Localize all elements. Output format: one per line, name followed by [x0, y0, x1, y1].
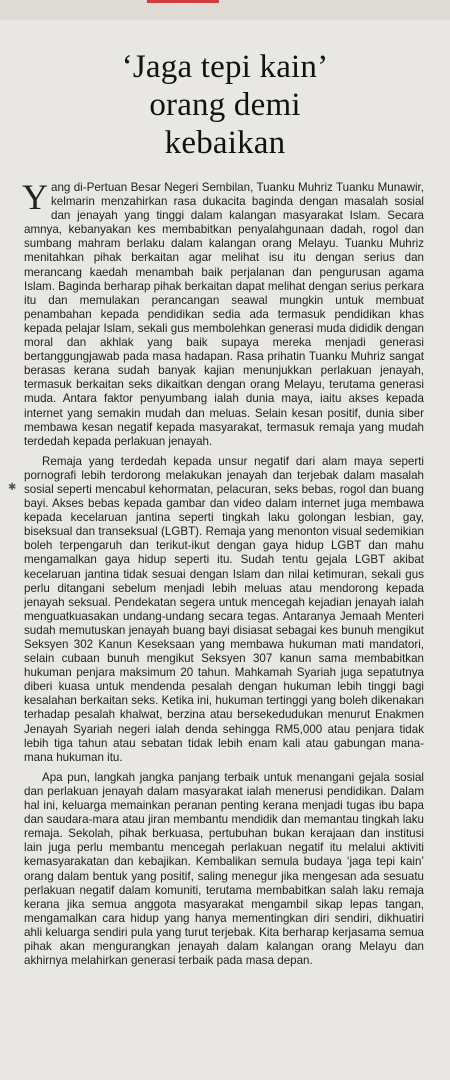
- headline-line-2: orang demi: [149, 87, 301, 124]
- headline-line-3: kebaikan: [164, 125, 286, 162]
- top-strip: [0, 0, 450, 20]
- paragraph-1-text: ang di-Pertuan Besar Negeri Sembilan, Tuanku Muhriz Tuanku Munawir, kelmarin menzahirkan rasa dukacita baginda dengan masalah sosial dan jenayah yang tinggi dalam kalangan masyarakat Islam. Secara amnya, kebanyakan kes membabitkan penyalahgunaan dadah, rogol dan sumbang mahram berlaku dalam kalangan orang Melayu. Tuanku Muhriz menitahkan pihak berkaitan agar melihat isu itu dengan serius dan merancang kaedah menambah baik perjalanan dan pengurusan agama Islam. Baginda berharap pihak berkaitan dapat melihat dengan serius perkara itu dan memulakan perancangan seawal mungkin untuk membuat penambahan kepada pendidikan sedia ada termasuk pendidikan khas kepada pelajar Islam, sekali gus membolehkan generasi muda dididik dengan moral dan akhlak yang baik supaya mereka menjadi generasi bertanggungjawab pada masa hadapan. Rasa prihatin Tuanku Muhriz sangat berasas kerana sudah banyak kajian menunjukkan perlakuan jenayah, termasuk berkaitan seks dikaitkan dengan orang Melayu, terutama generasi muda. Antara faktor penyumbang ialah dunia maya, iaitu akses kepada internet yang semakin mudah dan meluas. Selain kesan positif, dunia siber membawa kesan negatif kepada masyarakat, termasuk remaja yang mudah terdedah kepada perlakuan jenayah.: [24, 181, 424, 448]
- article-body: [22, 177, 424, 974]
- star-mark-icon: ✱: [8, 482, 17, 493]
- headline: [24, 48, 426, 162]
- paragraph-3: Apa pun, langkah jangka panjang terbaik untuk menangani gejala sosial dan perlakuan jenayah dalam masyarakat ialah menerusi pendidikan. Dalam hal ini, keluarga memainkan peranan penting kerana menjadi tugas ibu bapa dan saudara-mara atau jiran membantu mendidik dan memantau tingkah laku remaja. Sekolah, pihak berkuasa, pertubuhan bukan kerajaan dan institusi lain juga perlu membantu mencegah perlakuan negatif itu melalui aktiviti kemasyarakatan dan kebajikan. Kembalikan semula budaya ‘jaga tepi kain’ orang dalam bentuk yang positif, saling menegur jika mengesan ada sesuatu perlakuan negatif dalam komuniti, terutama membabitkan salah laku remaja kerana jika semua anggota masyarakat mengambil sikap lepas tangan, mengamalkan cara hidup yang hanya mementingkan diri sendiri, dikhuatiri ahli keluarga sendiri pula yang turut terjebak. Kita berharap kerjasama semua pihak akan mengurangkan jenayah dalam kalangan orang Melayu dan akhirnya melahirkan generasi terbaik pada masa depan.: [24, 770, 424, 968]
- paragraph-1: [22, 177, 424, 449]
- red-accent-bar: [147, 0, 219, 3]
- paragraph-2: Remaja yang terdedah kepada unsur negatif dari alam maya seperti pornografi lebih terdorong melakukan jenayah dan terjebak dalam masalah sosial seperti mencabul kehormatan, pelacuran, seks bebas, rogol dan buang bayi. Akses bebas kepada gambar dan video dalam internet juga membawa kepada kecelaruan jantina seperti tingkah laku golongan lesbian, gay, biseksual dan transeksual (LGBT). Remaja yang menonton visual sedemikian boleh terpengaruh dan terikut-ikut dengan gaya hidup LGBT dan mahu mengamalkan gaya hidup seperti itu. Sudah tentu gejala LGBT akibat kecelaruan jantina tidak sesuai dengan Islam dan nilai ketimuran, sekali gus perlu ditangani sebelum menjadi lebih meluas atau mendorong kepada jenayah seksual. Pendekatan segera untuk mencegah kejadian jenayah ialah menguatkuasakan undang-undang secara tegas. Antaranya Jemaah Menteri sudah memutuskan jenayah buang bayi disiasat sebagai kes bunuh mengikut Seksyen 302 Kanun Keseksaan yang membawa hukuman mati mandatori, selain cubaan bunuh mengikut Seksyen 307 kanun sama membabitkan hukuman penjara maksimum 20 tahun. Mahkamah Syariah juga sepatutnya diberi kuasa untuk mendenda pesalah dengan hukuman lebih tinggi bagi kesalahan berkaitan seks. Ketika ini, hukuman tertinggi yang boleh dikenakan terhadap pesalah khalwat, berzina atau bersekedudukan menurut Enakmen Jenayah Syariah negeri ialah denda sehingga RM5,000 atau penjara tidak lebih tiga tahun atau sebatan tidak lebih enam kali atau gabungan mana-mana hukuman itu.: [24, 454, 424, 764]
- drop-cap: Y: [22, 177, 48, 217]
- headline-line-1: ‘Jaga tepi kain’: [121, 49, 329, 86]
